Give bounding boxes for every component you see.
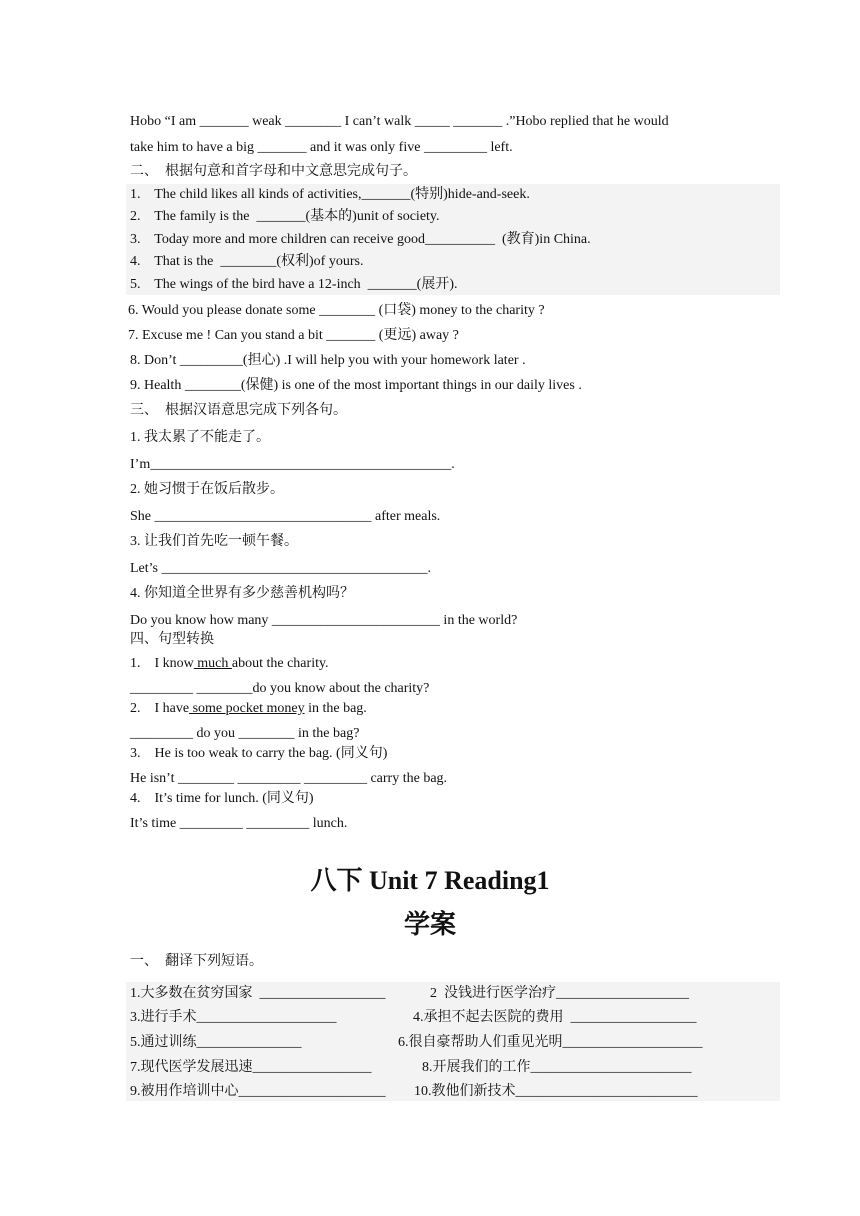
phrase-item: 4.承担不起去医院的费用 __________________	[413, 1010, 697, 1025]
exercise-item: 2. I have some pocket money in the bag.	[130, 701, 367, 716]
exercise-item: 1. I know much about the charity.	[130, 656, 329, 671]
phrase-item: 2 没钱进行医学治疗___________________	[430, 986, 689, 1001]
phrase-item: 3.进行手术____________________	[130, 1010, 337, 1025]
exercise-item: 1. The child likes all kinds of activities,_______(特别)hide-and-seek.	[130, 187, 530, 202]
exercise-item: 5. The wings of the bird have a 12-inch _______(展开).	[130, 277, 458, 292]
exercise-item: 4. That is the ________(权利)of yours.	[130, 254, 364, 269]
answer-line: Let’s ______________________________________.	[130, 561, 431, 576]
section-heading: 二、 根据句意和首字母和中文意思完成句子。	[130, 164, 417, 179]
answer-line: She _______________________________ after meals.	[130, 509, 441, 524]
chinese-prompt: 1. 我太累了不能走了。	[130, 430, 270, 445]
phrase-item: 7.现代医学发展迅速_________________	[130, 1060, 372, 1075]
chinese-prompt: 2. 她习惯于在饭后散步。	[130, 482, 284, 497]
answer-line: It’s time _________ _________ lunch.	[130, 816, 348, 831]
phrase-item: 1.大多数在贫穷国家 __________________	[130, 986, 386, 1001]
exercise-item: 3. Today more and more children can receive good__________ (教育)in China.	[130, 232, 591, 247]
exercise-item: 8. Don’t _________(担心) .I will help you with your homework later .	[130, 353, 526, 368]
phrase-item: 5.通过训练_______________	[130, 1035, 302, 1050]
phrase-item: 8.开展我们的工作_______________________	[422, 1060, 692, 1075]
intro-line: Hobo “I am _______ weak ________ I can’t walk _____ _______ .”Hobo replied that he would	[130, 114, 669, 129]
chinese-prompt: 4. 你知道全世界有多少慈善机构吗？	[130, 586, 354, 601]
phrase-item: 6.很自豪帮助人们重见光明____________________	[398, 1035, 703, 1050]
section-heading: 四、句型转换	[130, 632, 214, 647]
answer-line: He isn’t ________ _________ _________ carry the bag.	[130, 771, 448, 786]
answer-line: _________ do you ________ in the bag?	[130, 726, 360, 741]
answer-line: _________ ________do you know about the charity?	[130, 681, 430, 696]
exercise-item: 3. He is too weak to carry the bag. (同义句)	[130, 746, 388, 761]
exercise-item: 9. Health ________(保健) is one of the most important things in our daily lives .	[130, 378, 582, 393]
exercise-item: 6. Would you please donate some ________ (口袋) money to the charity ?	[128, 303, 545, 318]
page-subtitle: 学案	[403, 910, 456, 939]
phrase-item: 10.教他们新技术__________________________	[414, 1084, 698, 1099]
intro-line: take him to have a big _______ and it was only five _________ left.	[130, 140, 513, 155]
answer-line: Do you know how many ________________________ in the world?	[130, 613, 518, 628]
chinese-prompt: 3. 让我们首先吃一顿午餐。	[130, 534, 298, 549]
section-heading: 三、 根据汉语意思完成下列各句。	[130, 403, 347, 418]
answer-line: I’m___________________________________________.	[130, 457, 455, 472]
exercise-item: 2. The family is the _______(基本的)unit of society.	[130, 209, 440, 224]
page-title: 八下 Unit 7 Reading1	[310, 866, 550, 895]
exercise-item: 4. It’s time for lunch. (同义句)	[130, 791, 314, 806]
exercise-item: 7. Excuse me ! Can you stand a bit _______ (更远) away ?	[128, 328, 459, 343]
section-heading: 一、 翻译下列短语。	[130, 954, 263, 969]
phrase-item: 9.被用作培训中心_____________________	[130, 1084, 386, 1099]
